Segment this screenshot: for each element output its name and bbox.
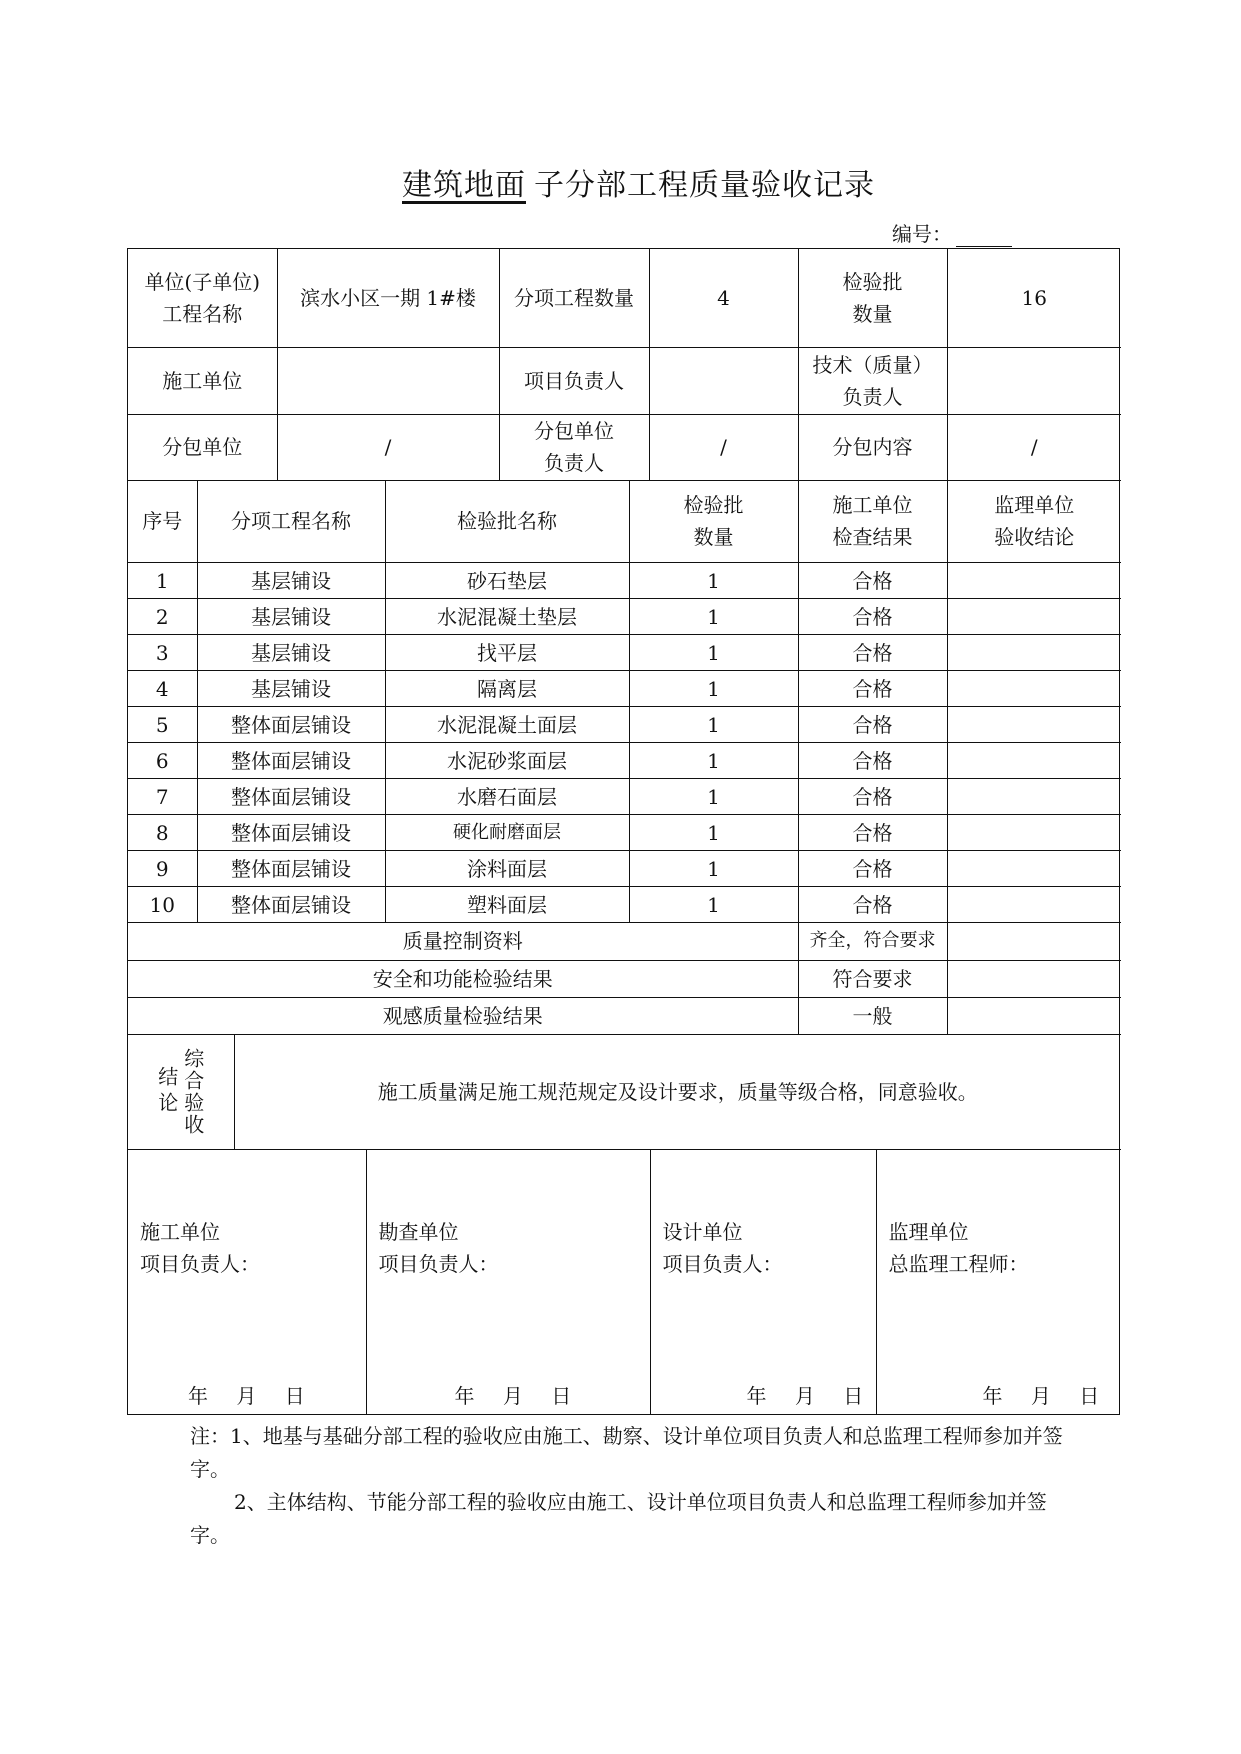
row-item-name: 整体面层铺设 [197, 851, 385, 887]
signature-date: 年 月 日 [188, 1384, 307, 1408]
pm-label: 项目负责人 [499, 347, 649, 414]
row-contractor-result: 合格 [798, 779, 947, 815]
summary-result: 符合要求 [798, 960, 947, 997]
row-batch-count: 1 [629, 671, 798, 707]
row-index: 7 [128, 779, 197, 815]
items-header-row [128, 481, 1121, 563]
row-batch-name: 水泥混凝土垫层 [385, 599, 629, 635]
table-row [128, 707, 1121, 743]
summary-table [128, 923, 1121, 1035]
unit-label: 单位(子单位)工程名称 [128, 249, 277, 347]
summary-row [128, 960, 1121, 997]
row-index: 6 [128, 743, 197, 779]
row-batch-count: 1 [629, 851, 798, 887]
col-header-batch-count: 检验批数量 [629, 481, 798, 563]
row-supervisor-result[interactable] [947, 851, 1121, 887]
row-batch-name: 塑料面层 [385, 887, 629, 923]
notes [190, 1420, 1070, 1552]
row-index: 3 [128, 635, 197, 671]
acceptance-form [127, 248, 1120, 1415]
table-row [128, 779, 1121, 815]
summary-supervisor[interactable] [947, 923, 1121, 960]
sub-content-value[interactable]: / [947, 414, 1121, 480]
row-batch-name: 找平层 [385, 635, 629, 671]
signature-date: 年 月 日 [982, 1384, 1102, 1408]
table-row [128, 851, 1121, 887]
row-batch-count: 1 [629, 563, 798, 599]
row-contractor-result: 合格 [798, 851, 947, 887]
signature-unit: 监理单位 [888, 1220, 969, 1244]
row-batch-count: 1 [629, 599, 798, 635]
batch-count-value[interactable]: 16 [947, 249, 1121, 347]
row-index: 9 [128, 851, 197, 887]
row-item-name: 整体面层铺设 [197, 707, 385, 743]
summary-result: 齐全，符合要求 [798, 923, 947, 960]
row-supervisor-result[interactable] [947, 779, 1121, 815]
signature-person: 项目负责人： [140, 1252, 260, 1276]
note-1: 注：1、地基与基础分部工程的验收应由施工、勘察、设计单位项目负责人和总监理工程师参加并签字。 [190, 1424, 1063, 1481]
row-batch-name: 砂石垫层 [385, 563, 629, 599]
row-contractor-result: 合格 [798, 563, 947, 599]
row-item-name: 基层铺设 [197, 635, 385, 671]
row-supervisor-result[interactable] [947, 815, 1121, 851]
signature-block-design[interactable] [650, 1150, 876, 1414]
sub-pm-value[interactable]: / [649, 414, 798, 480]
summary-label: 安全和功能检验结果 [128, 960, 798, 997]
signature-unit: 勘查单位 [378, 1220, 459, 1244]
row-contractor-result: 合格 [798, 887, 947, 923]
table-row [128, 635, 1121, 671]
row-index: 8 [128, 815, 197, 851]
row-batch-count: 1 [629, 707, 798, 743]
summary-label: 质量控制资料 [128, 923, 798, 960]
item-count-value[interactable]: 4 [649, 249, 798, 347]
row-contractor-result: 合格 [798, 599, 947, 635]
row-batch-count: 1 [629, 887, 798, 923]
table-row [128, 815, 1121, 851]
signature-person: 项目负责人： [662, 1252, 783, 1276]
row-supervisor-result[interactable] [947, 599, 1121, 635]
signature-unit: 设计单位 [662, 1220, 743, 1244]
sub-content-label: 分包内容 [798, 414, 947, 480]
tech-label: 技术（质量）负责人 [798, 347, 947, 414]
table-row [128, 743, 1121, 779]
signature-person: 项目负责人： [378, 1252, 499, 1276]
row-supervisor-result[interactable] [947, 635, 1121, 671]
row-supervisor-result[interactable] [947, 563, 1121, 599]
row-contractor-result: 合格 [798, 671, 947, 707]
signature-date: 年 月 日 [454, 1384, 574, 1408]
signature-block-survey[interactable] [366, 1150, 650, 1414]
summary-label: 观感质量检验结果 [128, 997, 798, 1034]
row-item-name: 整体面层铺设 [197, 743, 385, 779]
sub-label: 分包单位 [128, 414, 277, 480]
table-row [128, 671, 1121, 707]
row-batch-count: 1 [629, 779, 798, 815]
col-header-supervisor-result: 监理单位验收结论 [947, 481, 1121, 563]
contractor-label: 施工单位 [128, 347, 277, 414]
sub-value[interactable]: / [277, 414, 499, 480]
item-count-label: 分项工程数量 [499, 249, 649, 347]
signature-unit: 施工单位 [140, 1220, 220, 1244]
tech-value[interactable] [947, 347, 1121, 414]
items-table [128, 481, 1121, 924]
col-header-item-name: 分项工程名称 [197, 481, 385, 563]
serial-number [892, 218, 1012, 247]
serial-label: 编号： [892, 222, 952, 246]
row-batch-name: 水泥混凝土面层 [385, 707, 629, 743]
conclusion-label [128, 1035, 234, 1150]
table-row [128, 887, 1121, 923]
contractor-value[interactable] [277, 347, 499, 414]
serial-blank[interactable] [956, 226, 1012, 247]
sub-pm-label: 分包单位负责人 [499, 414, 649, 480]
row-index: 2 [128, 599, 197, 635]
signature-block-supervisor[interactable] [876, 1150, 1121, 1414]
summary-row [128, 923, 1121, 960]
summary-row [128, 997, 1121, 1034]
pm-value[interactable] [649, 347, 798, 414]
conclusion-table [128, 1035, 1121, 1151]
row-batch-name: 涂料面层 [385, 851, 629, 887]
row-item-name: 基层铺设 [197, 599, 385, 635]
summary-supervisor[interactable] [947, 997, 1121, 1034]
signature-date: 年 月 日 [746, 1384, 866, 1408]
table-row [128, 599, 1121, 635]
signature-table [128, 1150, 1121, 1414]
table-row [128, 563, 1121, 599]
row-batch-count: 1 [629, 815, 798, 851]
row-index: 5 [128, 707, 197, 743]
row-item-name: 整体面层铺设 [197, 887, 385, 923]
row-batch-name: 隔离层 [385, 671, 629, 707]
unit-value[interactable]: 滨水小区一期 1#楼 [277, 249, 499, 347]
summary-result: 一般 [798, 997, 947, 1034]
row-batch-name: 水泥砂浆面层 [385, 743, 629, 779]
col-header-index: 序号 [128, 481, 197, 563]
batch-count-label: 检验批数量 [798, 249, 947, 347]
row-contractor-result: 合格 [798, 707, 947, 743]
row-supervisor-result[interactable] [947, 671, 1121, 707]
col-header-batch-name: 检验批名称 [385, 481, 629, 563]
row-batch-name: 硬化耐磨面层 [385, 815, 629, 851]
conclusion-label-b: 综合验收 [180, 1047, 205, 1136]
conclusion-label-a: 结论 [154, 1065, 179, 1118]
row-supervisor-result[interactable] [947, 707, 1121, 743]
row-batch-name: 水磨石面层 [385, 779, 629, 815]
row-contractor-result: 合格 [798, 743, 947, 779]
row-index: 10 [128, 887, 197, 923]
note-2: 2、主体结构、节能分部工程的验收应由施工、设计单位项目负责人和总监理工程师参加并签字。 [190, 1490, 1047, 1547]
row-item-name: 整体面层铺设 [197, 815, 385, 851]
title-suffix: 子分部工程质量验收记录 [534, 168, 875, 203]
row-supervisor-result[interactable] [947, 743, 1121, 779]
summary-supervisor[interactable] [947, 960, 1121, 997]
row-contractor-result: 合格 [798, 815, 947, 851]
row-supervisor-result[interactable] [947, 887, 1121, 923]
title-fill: 建筑地面 [402, 168, 526, 203]
signature-person: 总监理工程师： [888, 1252, 1029, 1276]
row-contractor-result: 合格 [798, 635, 947, 671]
conclusion-text[interactable]: 施工质量满足施工规范规定及设计要求，质量等级合格，同意验收。 [234, 1035, 1121, 1150]
col-header-contractor-result: 施工单位检查结果 [798, 481, 947, 563]
signature-block-contractor[interactable] [128, 1150, 366, 1414]
row-item-name: 整体面层铺设 [197, 779, 385, 815]
row-batch-count: 1 [629, 743, 798, 779]
row-item-name: 基层铺设 [197, 563, 385, 599]
row-index: 1 [128, 563, 197, 599]
row-batch-count: 1 [629, 635, 798, 671]
row-item-name: 基层铺设 [197, 671, 385, 707]
page-title [0, 160, 1241, 204]
header-table [128, 249, 1121, 481]
row-index: 4 [128, 671, 197, 707]
